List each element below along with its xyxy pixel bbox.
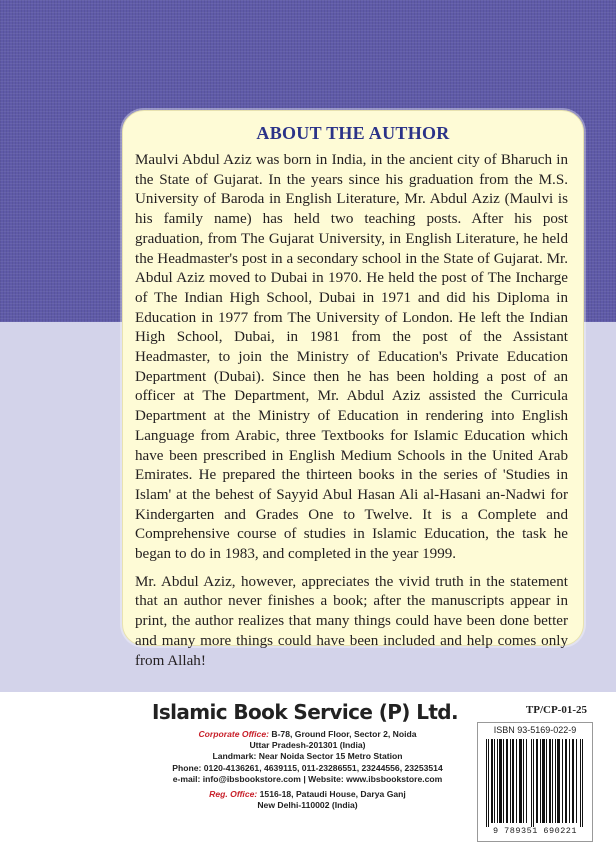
reg-line-1 [150, 789, 465, 800]
book-code: TP/CP-01-25 [525, 704, 587, 716]
isbn-number: 9 789351 690221 [492, 826, 577, 836]
about-paragraph-1: Maulvi Abdul Aziz was born in India, in the ancient city of Bharuch in the State of Gujarat. In the years since his graduation from the M.S. University of Baroda in English Literature, Mr. Abdul Aziz (Maulvi is his family name) has held two teaching posts. After his post graduation, from The Gujarat University, in English Literature, he held the Headmaster's post in a secondary school in the State of Gujarat. Mr. Abdul Aziz moved to Dubai in 1970. He held the post of The Incharge of The Indian High School, Dubai in 1971 and did his Diploma in Education in 1977 from The University of London. He left the Indian High School, Dubai, in 1981 from the post of the Assistant Headmaster, to join the Ministry of Education's Private Education Department (Dubai). Since then he has been holding a post of an officer at The Department, Mr. Abdul Aziz assisted the Curricula Department at the Ministry of Education in rendering into English Language from Arabic, three Textbooks for Islamic Education which have been prescribed in English Medium Schools in the United Arab Emirates. He prepared the thirteen books in the series of 'Studies in Islam' at the behest of Sayyid Abul Hasan Ali al-Hasani an-Nadwi for Kindergarten and Grades One to Twelve. It is a Complete and Comprehensive course of studies in Islamic Education, the task he began to do in 1983, and completed in the year 1999. [135, 152, 568, 563]
about-author-body [135, 151, 568, 679]
reg-line-2: New Delhi-110002 (India) [257, 800, 358, 811]
reg-label: Reg. Office: [209, 789, 258, 799]
about-author-panel [122, 110, 584, 669]
barcode-icon [484, 739, 586, 827]
phone-line: Phone: 0120-4136261, 4639115, 011-23286551, 23244556, 23253514 [172, 762, 443, 773]
registered-address [150, 789, 465, 811]
corporate-line-2: Uttar Pradesh-201301 (India) [249, 740, 366, 751]
landmark-line: Landmark: Near Noida Sector 15 Metro Station [212, 751, 403, 762]
publisher-name: Islamic Book Service (P) Ltd. [151, 700, 459, 724]
about-paragraph-2: Mr. Abdul Aziz, however, appreciates the vivid truth in the statement that an author never finishes a book; after the manuscripts appear in print, the author realizes that many things could have been done better and many more things could have been included and help comes only from Allah! [135, 573, 568, 669]
about-author-title: ABOUT THE AUTHOR [256, 123, 450, 143]
corporate-line-1 [150, 729, 465, 740]
isbn-label: ISBN 93-5169-022-9 [493, 725, 577, 735]
corporate-street: B-78, Ground Floor, Sector 2, Noida [271, 729, 417, 739]
reg-street: 1516-18, Pataudi House, Darya Ganj [259, 789, 406, 799]
isbn-barcode [477, 722, 593, 842]
corporate-address [150, 729, 465, 785]
corporate-label: Corporate Office: [198, 729, 269, 739]
email-web-line: e-mail: info@ibsbookstore.com | Website: www.ibsbookstore.com [172, 773, 443, 784]
